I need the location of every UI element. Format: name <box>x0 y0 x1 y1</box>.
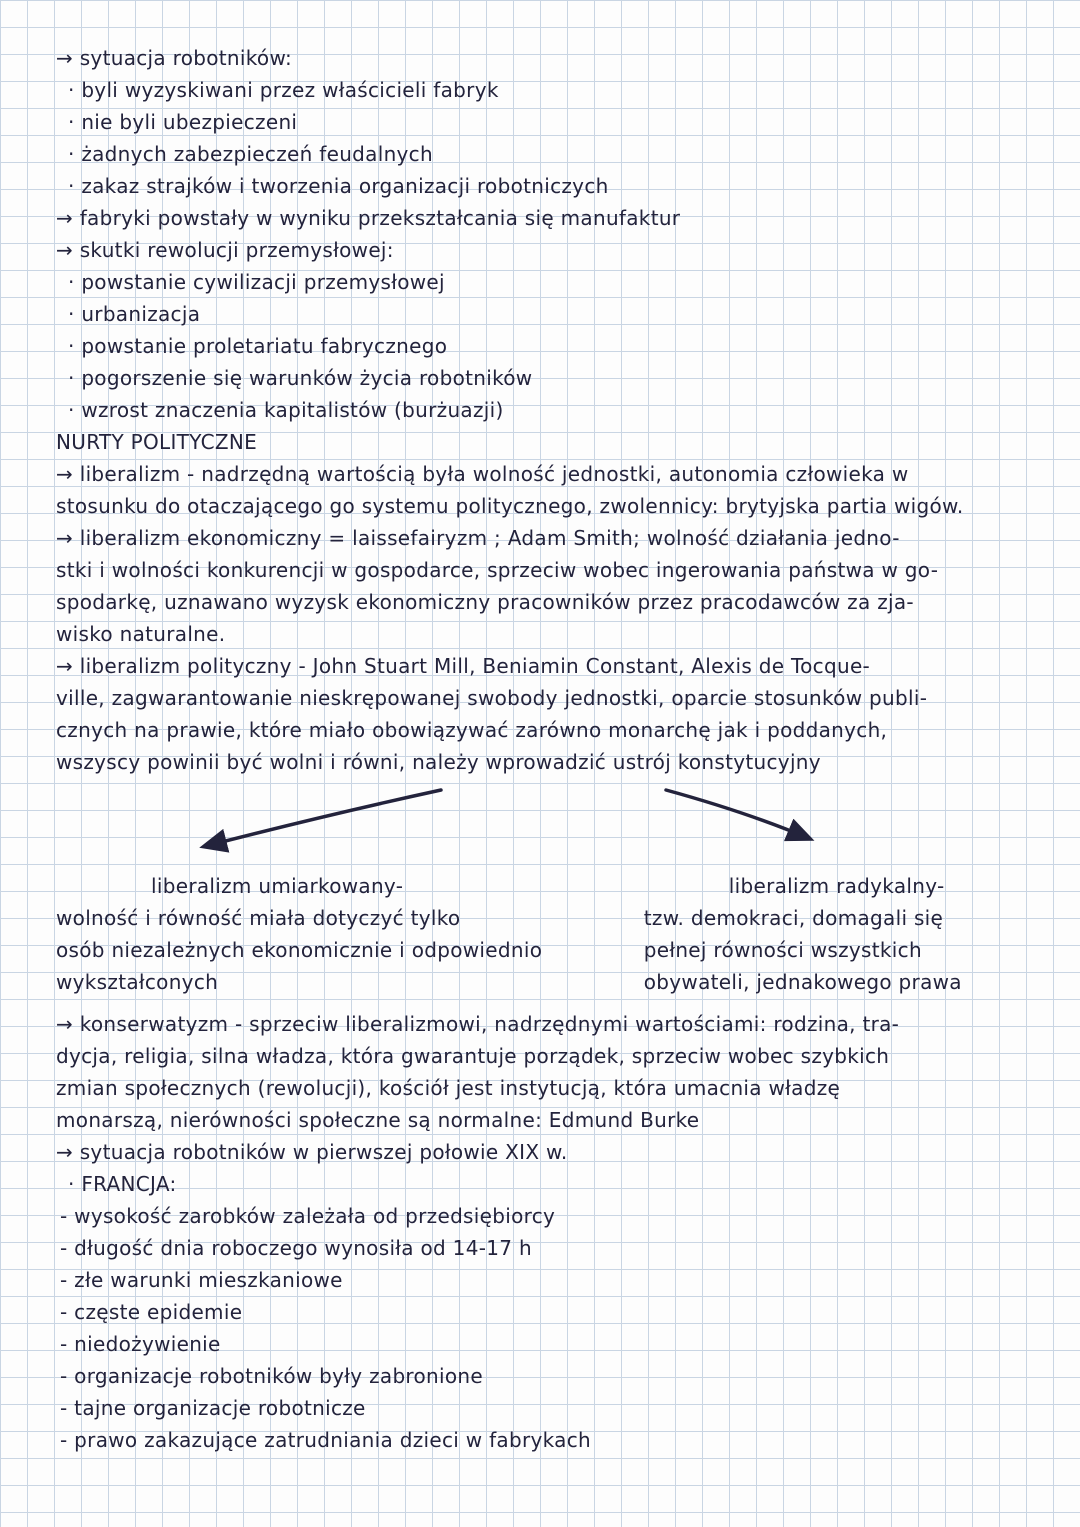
note-line: → skutki rewolucji przemysłowej: <box>56 238 394 262</box>
note-line: wisko naturalne. <box>56 622 226 646</box>
note-line: cznych na prawie, które miało obowiązywać zarówno monarchę jak i poddanych, <box>56 718 888 742</box>
handwritten-notes <box>56 42 1052 1456</box>
note-line: NURTY POLITYCZNE <box>56 430 258 454</box>
note-line: liberalizm radykalny- <box>728 874 945 898</box>
note-line: → sytuacja robotników: <box>56 46 293 70</box>
note-line: wolność i równość miała dotyczyć tylko <box>56 906 461 930</box>
note-line: → sytuacja robotników w pierwszej połowie XIX w. <box>56 1140 568 1164</box>
note-line: · pogorszenie się warunków życia robotników <box>68 366 533 390</box>
split-arrows <box>56 780 1052 868</box>
note-line: → liberalizm - nadrzędną wartością była wolność jednostki, autonomia człowieka w <box>56 462 909 486</box>
note-line: liberalizm umiarkowany- <box>151 874 404 898</box>
note-line: → fabryki powstały w wyniku przekształcania się manufaktur <box>56 206 681 230</box>
note-line: pełnej równości wszystkich <box>643 938 922 962</box>
note-line: dycja, religia, silna władza, która gwarantuje porządek, sprzeciw wobec szybkich <box>56 1044 890 1068</box>
note-line: stki i wolności konkurencji w gospodarce, sprzeciw wobec ingerowania państwa w go- <box>56 558 939 582</box>
note-line: wszyscy powinii być wolni i równi, należy wprowadzić ustrój konstytucyjny <box>56 750 821 774</box>
note-line: spodarkę, uznawano wyzysk ekonomiczny pracowników przez pracodawców za zja- <box>56 590 914 614</box>
note-line: · powstanie cywilizacji przemysłowej <box>68 270 445 294</box>
note-line: - organizacje robotników były zabronione <box>60 1364 484 1388</box>
notes-bottom-section <box>56 1008 1052 1456</box>
note-line: → liberalizm ekonomiczny = laissefairyzm ; Adam Smith; wolność działania jedno- <box>56 526 900 550</box>
split-arrows-svg <box>56 780 1052 868</box>
note-line: - długość dnia roboczego wynosiła od 14-17 h <box>60 1236 532 1260</box>
note-line: · powstanie proletariatu fabrycznego <box>68 334 448 358</box>
note-line: · żadnych zabezpieczeń feudalnych <box>68 142 433 166</box>
note-line: osób niezależnych ekonomicznie i odpowiednio <box>56 938 543 962</box>
note-line: → konserwatyzm - sprzeciw liberalizmowi, nadrzędnymi wartościami: rodzina, tra- <box>56 1012 900 1036</box>
note-line: · urbanizacja <box>68 302 201 326</box>
note-line: - złe warunki mieszkaniowe <box>60 1268 343 1292</box>
right-column-liberalizm-radykalny <box>614 870 1052 998</box>
note-line: · nie byli ubezpieczeni <box>68 110 298 134</box>
note-line: · FRANCJA: <box>68 1172 177 1196</box>
note-line: zmian społecznych (rewolucji), kościół jest instytucją, która umacnia władzę <box>56 1076 841 1100</box>
note-line: → liberalizm polityczny - John Stuart Mill, Beniamin Constant, Alexis de Tocque- <box>56 654 871 678</box>
note-line: · byli wyzyskiwani przez właścicieli fabryk <box>68 78 499 102</box>
note-line: obywateli, jednakowego prawa <box>643 970 962 994</box>
note-line: ville, zagwarantowanie nieskrępowanej swobody jednostki, oparcie stosunków publi- <box>56 686 928 710</box>
note-line: wykształconych <box>56 970 219 994</box>
arrow-to-right-column-icon <box>666 790 808 838</box>
liberalism-comparison-columns <box>56 870 1052 998</box>
notes-top-section <box>56 42 1052 778</box>
note-line: · zakaz strajków i tworzenia organizacji robotniczych <box>68 174 609 198</box>
note-line: - tajne organizacje robotnicze <box>60 1396 366 1420</box>
note-line: - niedożywienie <box>60 1332 221 1356</box>
note-line: · wzrost znaczenia kapitalistów (burżuazji) <box>68 398 504 422</box>
note-line: stosunku do otaczającego go systemu politycznego, zwolennicy: brytyjska partia wigów. <box>56 494 964 518</box>
note-line: monarszą, nierówności społeczne są normalne: Edmund Burke <box>56 1108 700 1132</box>
left-column-liberalizm-umiarkowany <box>56 870 614 998</box>
note-line: - wysokość zarobków zależała od przedsiębiorcy <box>60 1204 556 1228</box>
note-line: - prawo zakazujące zatrudniania dzieci w fabrykach <box>60 1428 591 1452</box>
note-line: tzw. demokraci, domagali się <box>643 906 944 930</box>
arrow-to-left-column-icon <box>206 790 441 846</box>
note-line: - częste epidemie <box>60 1300 243 1324</box>
